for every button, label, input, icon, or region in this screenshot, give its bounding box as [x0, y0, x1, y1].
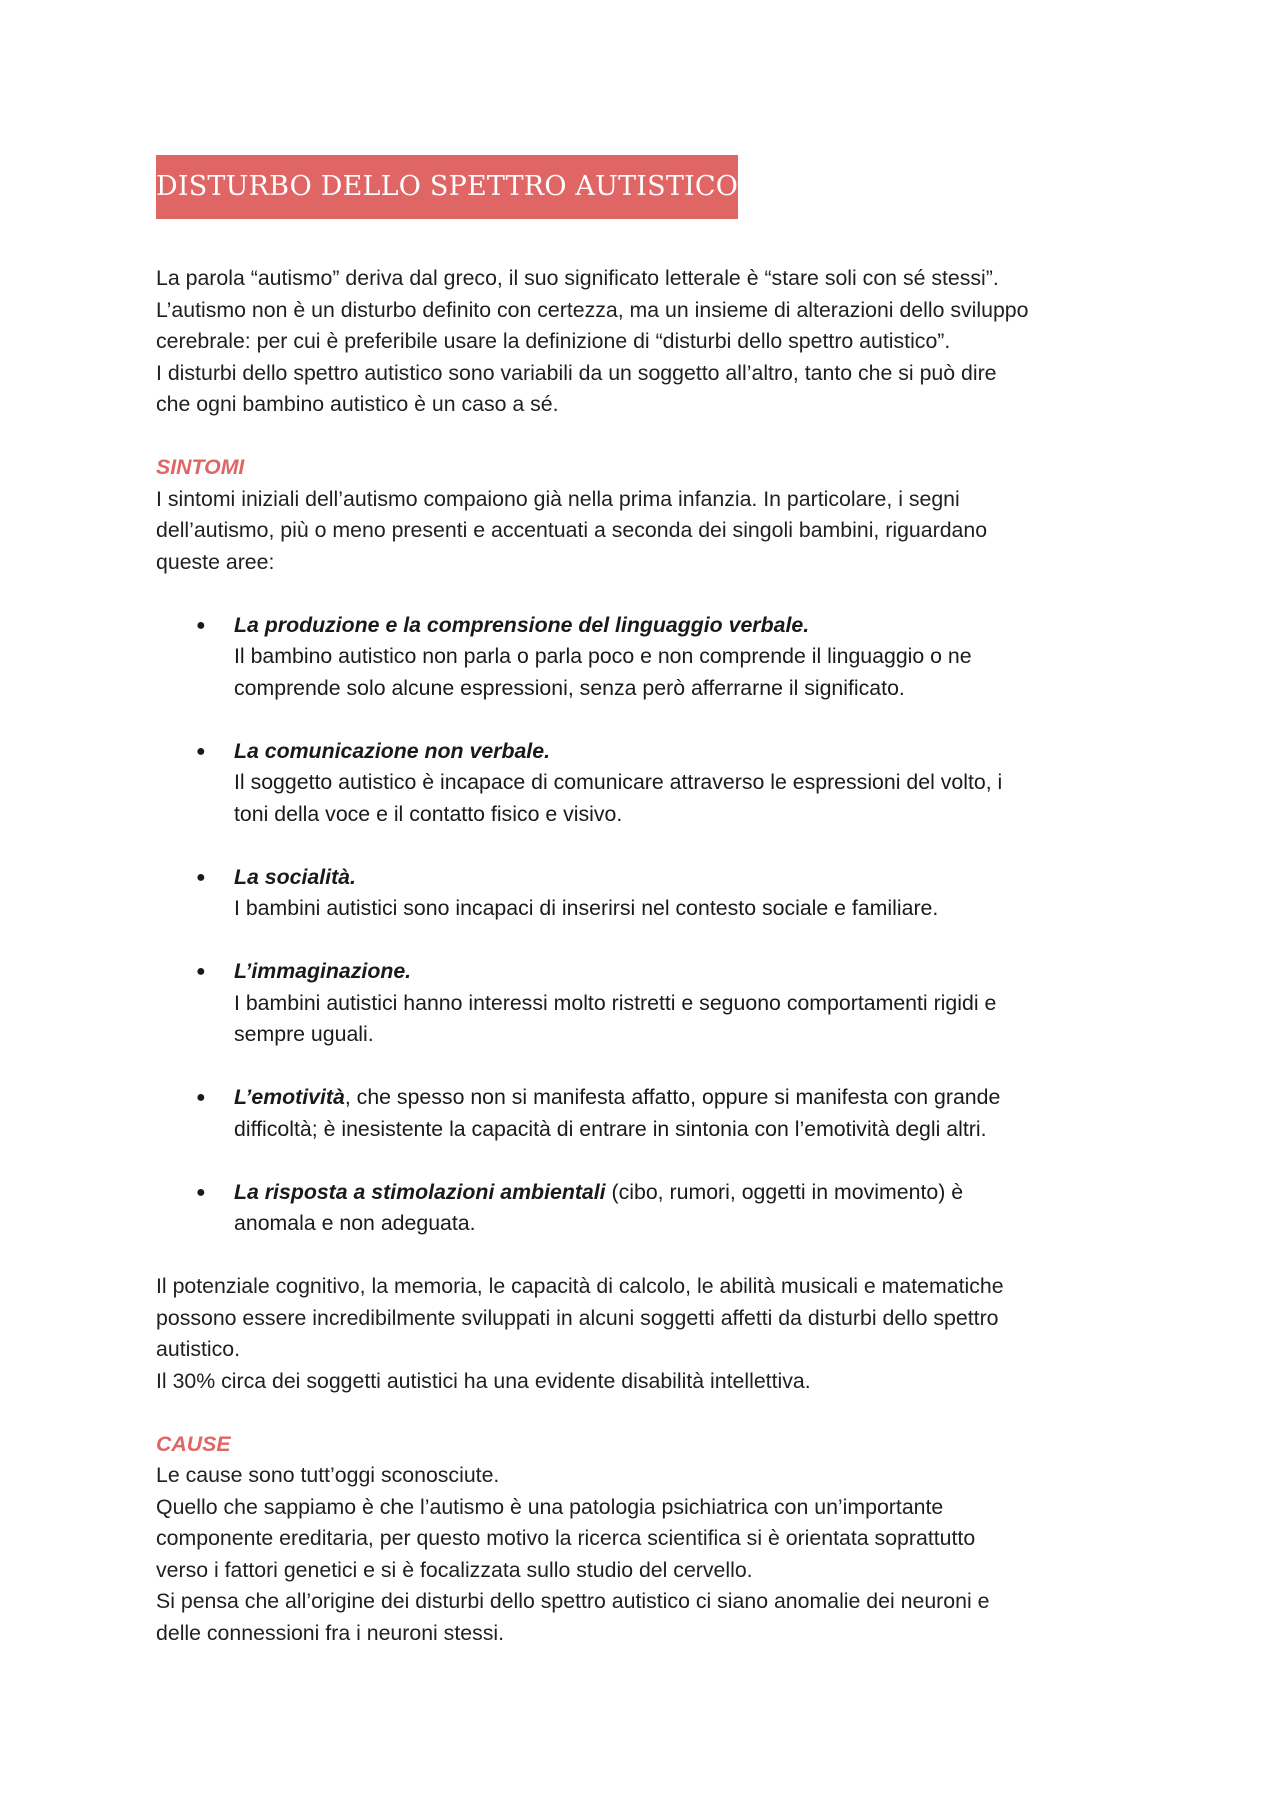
intro-line: La parola “autismo” deriva dal greco, il suo significato letterale è “stare soli con sé stessi”.: [156, 266, 999, 290]
section-heading-cause: CAUSE: [156, 1431, 231, 1456]
list-item-title: La produzione e la comprensione del linguaggio verbale.: [234, 612, 810, 637]
cause-line: verso i fattori genetici e si è focalizzata sullo studio del cervello.: [156, 1557, 753, 1582]
sintomi-intro: [156, 484, 1146, 579]
sintomi-outro-line: Il 30% circa dei soggetti autistici ha una evidente disabilità intellettiva.: [156, 1368, 811, 1393]
list-item-rest: , che spesso non si manifesta affatto, oppure si manifesta con grande: [344, 1085, 1001, 1109]
cause-line: Quello che sappiamo è che l’autismo è una patologia psichiatrica con un’importante: [156, 1494, 944, 1519]
intro-line: I disturbi dello spettro autistico sono variabili da un soggetto all’altro, tanto che si può dire: [156, 360, 997, 385]
bullet-icon: ●: [196, 616, 206, 634]
list-item-title: L’immaginazione.: [234, 959, 412, 983]
list-item-desc: Il soggetto autistico è incapace di comunicare attraverso le espressioni del volto, i: [234, 770, 1003, 794]
intro-line: cerebrale: per cui è preferibile usare la definizione di “disturbi dello spettro autistico”.: [156, 329, 951, 353]
document-page: [156, 155, 1146, 1649]
section-heading-sintomi: SINTOMI: [156, 455, 245, 479]
cause-paragraph: [156, 1460, 1146, 1649]
sintomi-outro: [156, 1271, 1146, 1397]
list-item-title: La risposta a stimolazioni ambientali: [234, 1179, 606, 1204]
cause-line: componente ereditaria, per questo motivo la ricerca scientifica si è orientata soprattutto: [156, 1526, 976, 1550]
bullet-icon: ●: [196, 1183, 206, 1201]
list-item-desc: Il bambino autistico non parla o parla poco e non comprende il linguaggio o ne: [234, 644, 972, 668]
list-item-desc: comprende solo alcune espressioni, senza però afferrarne il significato.: [234, 675, 905, 700]
list-item-title: La socialità.: [234, 864, 356, 889]
cause-line: Si pensa che all’origine dei disturbi dello spettro autistico ci siano anomalie dei neuroni e: [156, 1589, 990, 1613]
document-title: DISTURBO DELLO SPETTRO AUTISTICO: [156, 155, 738, 219]
sintomi-outro-line: autistico.: [156, 1337, 241, 1361]
symptom-list: [156, 610, 1146, 1240]
intro-line: che ogni bambino autistico è un caso a sé.: [156, 392, 559, 416]
list-item-desc: anomala e non adeguata.: [234, 1211, 476, 1235]
cause-line: delle connessioni fra i neuroni stessi.: [156, 1620, 505, 1645]
list-item: [156, 956, 1146, 1051]
list-item-desc: sempre uguali.: [234, 1022, 374, 1046]
sintomi-intro-line: I sintomi iniziali dell’autismo compaiono già nella prima infanzia. In particolare, i segni: [156, 486, 960, 511]
list-item-desc: difficoltà; è inesistente la capacità di entrare in sintonia con l’emotività degli altri.: [234, 1116, 987, 1141]
list-item-desc: I bambini autistici hanno interessi molto ristretti e seguono comportamenti rigidi e: [234, 990, 997, 1015]
list-item-desc: I bambini autistici sono incapaci di inserirsi nel contesto sociale e familiare.: [234, 896, 939, 920]
sintomi-outro-line: possono essere incredibilmente sviluppati in alcuni soggetti affetti da disturbi dello spettro: [156, 1305, 999, 1330]
list-item-desc: toni della voce e il contatto fisico e visivo.: [234, 801, 623, 826]
list-item: [156, 862, 1146, 925]
sintomi-outro-line: Il potenziale cognitivo, la memoria, le capacità di calcolo, le abilità musicali e matematiche: [156, 1274, 1004, 1298]
bullet-icon: ●: [196, 742, 206, 760]
list-item: [156, 1177, 1146, 1240]
list-item-rest: (cibo, rumori, oggetti in movimento) è: [605, 1179, 964, 1204]
bullet-icon: ●: [196, 868, 206, 886]
list-item: [156, 610, 1146, 705]
sintomi-intro-line: queste aree:: [156, 549, 275, 574]
bullet-icon: ●: [196, 963, 206, 980]
cause-line: Le cause sono tutt’oggi sconosciute.: [156, 1463, 500, 1487]
list-item-title: L’emotività: [234, 1085, 345, 1109]
bullet-icon: ●: [196, 1089, 206, 1106]
sintomi-intro-line: dell’autismo, più o meno presenti e accentuati a seconda dei singoli bambini, riguardano: [156, 518, 988, 542]
intro-line: L’autismo non è un disturbo definito con certezza, ma un insieme di alterazioni dello sviluppo: [156, 297, 1029, 322]
list-item-title: La comunicazione non verbale.: [234, 738, 550, 763]
list-item: [156, 1082, 1146, 1145]
list-item: [156, 736, 1146, 831]
intro-paragraph: [156, 263, 1146, 421]
